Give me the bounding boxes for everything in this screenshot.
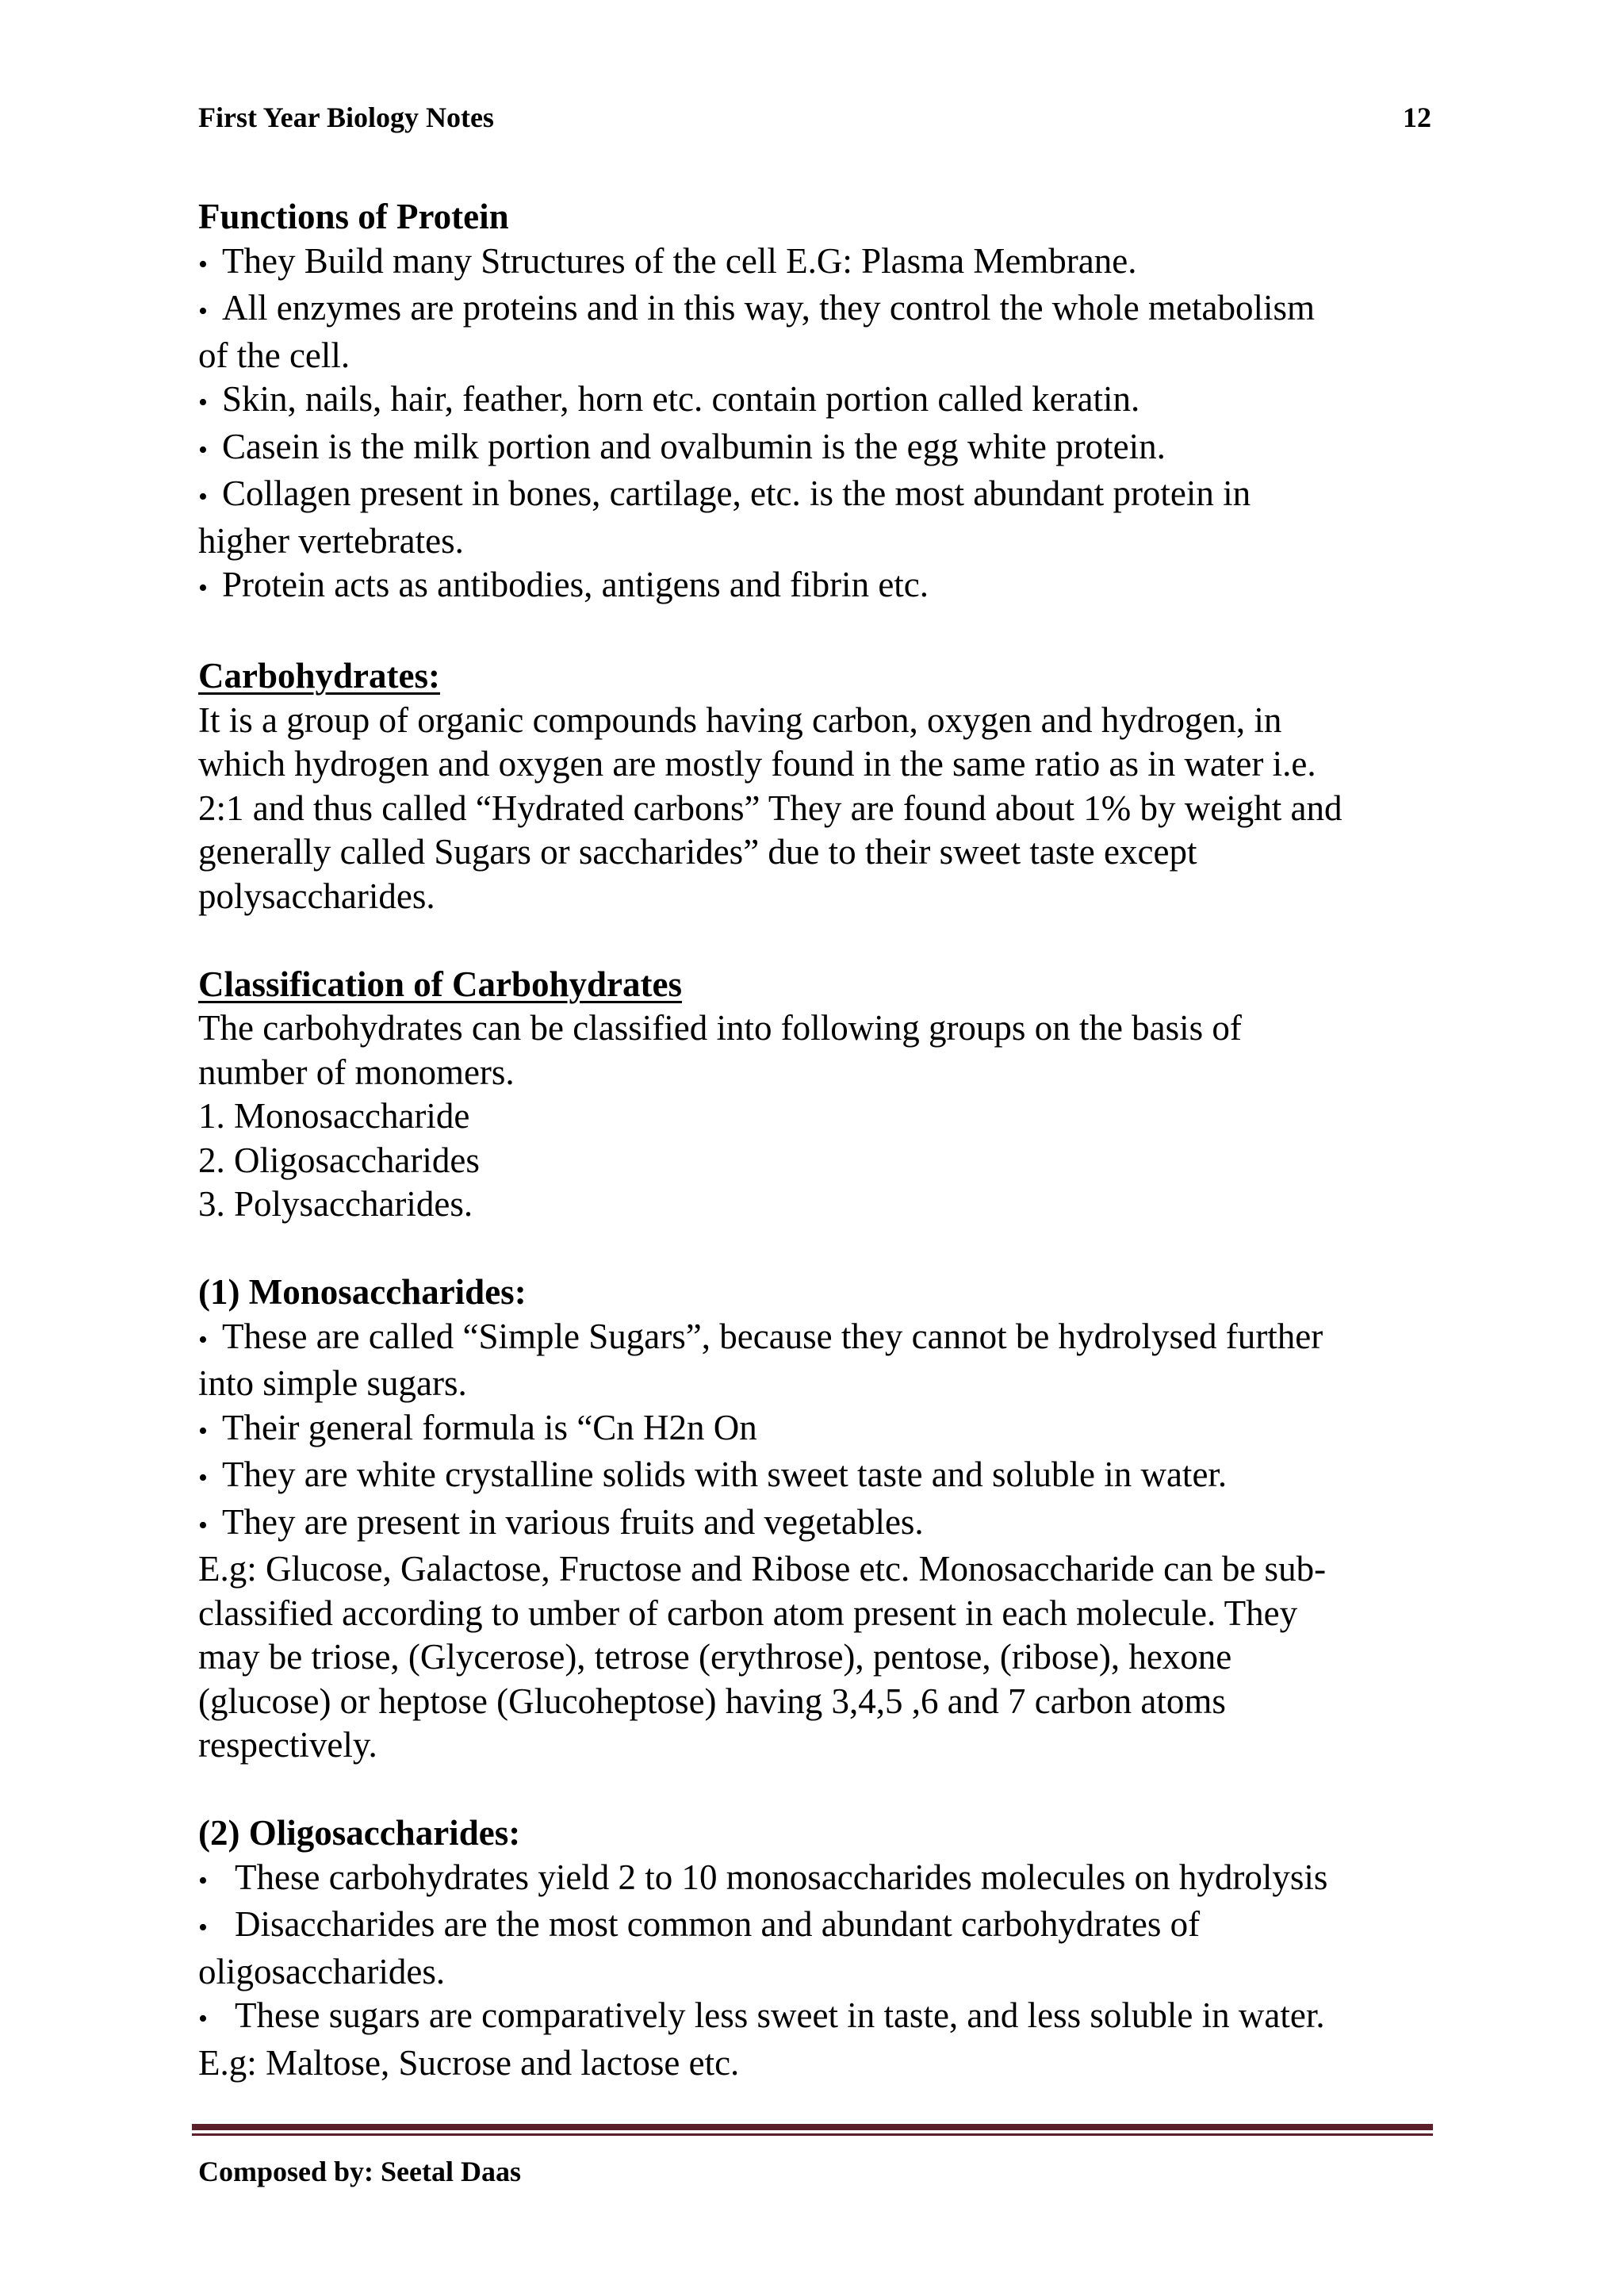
paragraph-line: which hydrogen and oxygen are mostly found in the same ratio as in water i.e. bbox=[198, 744, 1316, 784]
paragraph-line: E.g: Glucose, Galactose, Fructose and Ribose etc. Monosaccharide can be sub- bbox=[198, 1549, 1327, 1589]
page-content bbox=[198, 195, 1435, 2085]
bullet-icon: • bbox=[198, 388, 208, 417]
numbered-item: 2. Oligosaccharides bbox=[198, 1140, 480, 1180]
list-item: • Their general formula is “Cn H2n On bbox=[198, 1406, 1435, 1454]
footer-credit: Composed by: Seetal Daas bbox=[198, 2156, 522, 2187]
bullet-icon: • bbox=[198, 1324, 208, 1355]
paragraph-line: respectively. bbox=[198, 1725, 377, 1765]
paragraph-line: generally called Sugars or saccharides” due to their sweet taste except bbox=[198, 832, 1197, 872]
classification-heading: Classification of Carbohydrates bbox=[198, 964, 682, 1004]
page-header bbox=[198, 98, 1431, 138]
paragraph-line: (glucose) or heptose (Glucoheptose) having 3,4,5 ,6 and 7 carbon atoms bbox=[198, 1681, 1226, 1721]
bullet-icon: • bbox=[198, 573, 208, 603]
list-item: • Protein acts as antibodies, antigens and fibrin etc. bbox=[198, 563, 1435, 611]
carbohydrates-heading: Carbohydrates: bbox=[198, 656, 440, 696]
bullet-icon: • bbox=[198, 1913, 208, 1942]
list-item: • All enzymes are proteins and in this way, they control the whole metabolism bbox=[198, 286, 1435, 334]
list-item: • These sugars are comparatively less sweet in taste, and less soluble in water. bbox=[198, 1994, 1435, 2041]
bullet-icon: • bbox=[198, 2004, 208, 2033]
footer-divider bbox=[192, 2124, 1433, 2136]
bullet-icon: • bbox=[198, 1463, 208, 1493]
paragraph-line: classified according to umber of carbon atom present in each molecule. They bbox=[198, 1593, 1298, 1633]
list-item: • These are called “Simple Sugars”, because they cannot be hydrolysed further bbox=[198, 1315, 1435, 1363]
list-item: • Disaccharides are the most common and abundant carbohydrates of bbox=[198, 1903, 1435, 1950]
bullet-icon: • bbox=[198, 1416, 208, 1446]
list-item: • Casein is the milk portion and ovalbumin is the egg white protein. bbox=[198, 425, 1435, 473]
bullet-icon: • bbox=[198, 297, 208, 326]
paragraph-line: may be triose, (Glycerose), tetrose (erythrose), pentose, (ribose), hexone bbox=[198, 1637, 1232, 1677]
list-item: • They are white crystalline solids with sweet taste and soluble in water. bbox=[198, 1453, 1435, 1501]
numbered-item: 3. Polysaccharides. bbox=[198, 1184, 473, 1224]
protein-heading: Functions of Protein bbox=[198, 197, 509, 236]
header-title: First Year Biology Notes bbox=[198, 102, 494, 133]
list-item-continuation: of the cell. bbox=[198, 335, 350, 375]
bullet-icon: • bbox=[198, 435, 208, 465]
footer-divider-thin bbox=[192, 2133, 1433, 2136]
footer-divider-thick bbox=[192, 2124, 1433, 2130]
monosaccharides-heading: (1) Monosaccharides: bbox=[198, 1272, 527, 1312]
paragraph-line: 2:1 and thus called “Hydrated carbons” They are found about 1% by weight and bbox=[198, 788, 1342, 828]
list-item: • They are present in various fruits and vegetables. bbox=[198, 1501, 1435, 1548]
list-item: • These carbohydrates yield 2 to 10 monosaccharides molecules on hydrolysis bbox=[198, 1856, 1435, 1903]
list-item: • They Build many Structures of the cell E.G: Plasma Membrane. bbox=[198, 240, 1435, 287]
paragraph-line: number of monomers. bbox=[198, 1052, 515, 1092]
paragraph-line: The carbohydrates can be classified into following groups on the basis of bbox=[198, 1008, 1242, 1048]
bullet-icon: • bbox=[198, 249, 208, 279]
example-line: E.g: Maltose, Sucrose and lactose etc. bbox=[198, 2042, 740, 2083]
bullet-icon: • bbox=[198, 1865, 208, 1895]
paragraph-line: It is a group of organic compounds having carbon, oxygen and hydrogen, in bbox=[198, 700, 1282, 740]
paragraph-line: polysaccharides. bbox=[198, 876, 435, 916]
numbered-item: 1. Monosaccharide bbox=[198, 1096, 470, 1136]
list-item-continuation: oligosaccharides. bbox=[198, 1951, 446, 1991]
bullet-icon: • bbox=[198, 1510, 208, 1540]
list-item-continuation: into simple sugars. bbox=[198, 1363, 467, 1403]
oligosaccharides-heading: (2) Oligosaccharides: bbox=[198, 1813, 521, 1853]
bullet-icon: • bbox=[198, 482, 208, 512]
list-item: • Collagen present in bones, cartilage, etc. is the most abundant protein in bbox=[198, 472, 1435, 519]
page-number: 12 bbox=[1403, 102, 1431, 133]
list-item: • Skin, nails, hair, feather, horn etc. contain portion called keratin. bbox=[198, 378, 1435, 425]
list-item-continuation: higher vertebrates. bbox=[198, 520, 464, 561]
